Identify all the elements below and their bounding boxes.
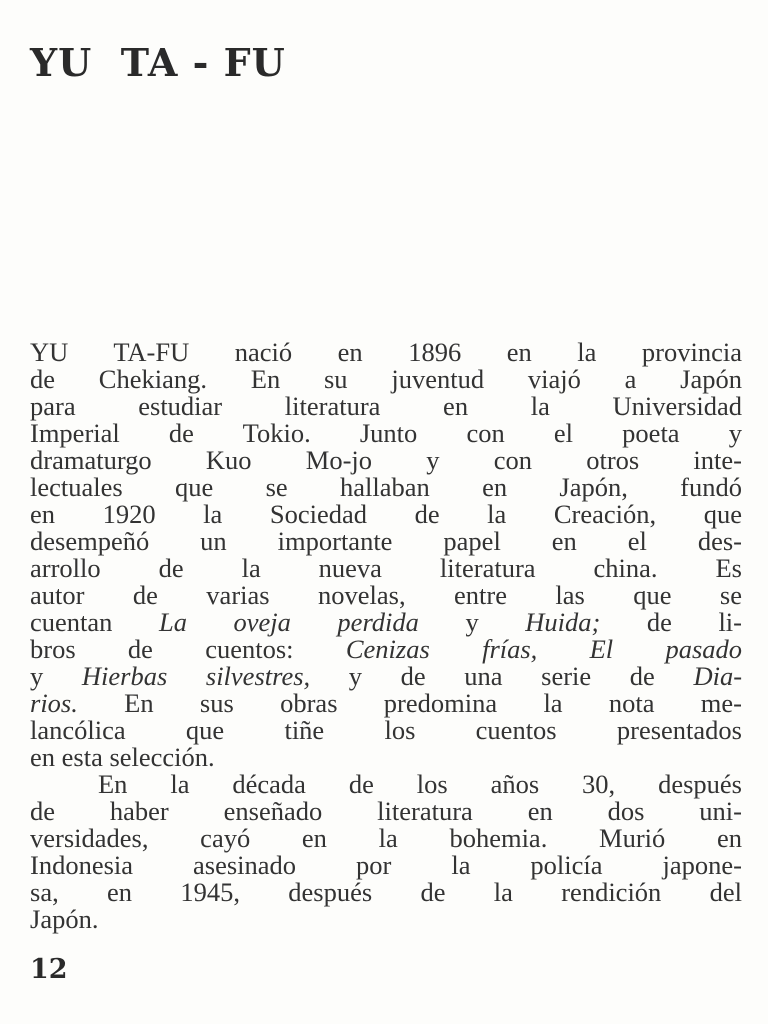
body-text: [30, 339, 742, 933]
text-line: de haber enseñado literatura en dos uni-: [30, 796, 742, 826]
text-line: [30, 582, 742, 609]
text-line: sa, en 1945, después de la rendición del: [30, 877, 742, 907]
text-line: [30, 393, 742, 420]
text-run: de li-: [600, 607, 742, 637]
text-line: [30, 528, 742, 555]
text-line: [30, 339, 742, 366]
text-line: [30, 636, 742, 663]
text-run: bros de cuentos:: [30, 634, 346, 664]
italic-title-run: Huida;: [525, 607, 601, 637]
text-line: [30, 366, 742, 393]
text-run: dramaturgo Kuo Mo-jo y con otros inte-: [30, 445, 742, 475]
text-run: lancólica que tiñe los cuentos presentados: [30, 715, 742, 745]
text-run: desempeñó un importante papel en el des-: [30, 526, 742, 556]
text-line: Japón.: [30, 904, 99, 934]
text-line: [30, 690, 742, 717]
italic-title-run: rios.: [30, 688, 78, 718]
text-run: autor de varias novelas, entre las que se: [30, 580, 742, 610]
text-line: [30, 447, 742, 474]
text-run: y: [30, 661, 82, 691]
text-run: Imperial de Tokio. Junto con el poeta y: [30, 418, 742, 448]
text-run: cuentan: [30, 607, 159, 637]
text-run: lectuales que se hallaban en Japón, fundó: [30, 472, 742, 502]
italic-title-run: Dia-: [693, 661, 743, 691]
text-line: [30, 717, 742, 744]
text-run: y: [418, 607, 526, 637]
italic-title-run: Hierbas silvestres,: [81, 661, 311, 691]
italic-title-run: Cenizas frías, El pasado: [345, 634, 743, 664]
text-line: [30, 474, 742, 501]
text-run: y de una serie de: [310, 661, 694, 691]
paragraph-later-life: [30, 771, 742, 933]
text-run: arrollo de la nueva literatura china. Es: [30, 553, 742, 583]
text-line: En la década de los años 30, después: [98, 769, 742, 799]
text-line: [30, 501, 742, 528]
page-number: 12: [30, 954, 68, 985]
paragraph-biography: [30, 339, 742, 771]
text-line: [30, 555, 742, 582]
text-run: YU TA-FU nació en 1896 en la provincia: [30, 337, 742, 367]
text-line: Indonesia asesinado por la policía japone-: [30, 850, 742, 880]
italic-title-run: La oveja perdida: [158, 607, 419, 637]
text-run: En sus obras predomina la nota me-: [77, 688, 742, 718]
chapter-title: YU TA - FU: [30, 40, 286, 85]
text-run: en esta selección.: [30, 742, 215, 772]
text-line: [30, 420, 742, 447]
text-line: [30, 744, 742, 771]
text-run: en 1920 la Sociedad de la Creación, que: [30, 499, 742, 529]
text-line: [30, 663, 742, 690]
text-line: [30, 609, 742, 636]
text-run: para estudiar literatura en la Universidad: [30, 391, 742, 421]
text-run: de Chekiang. En su juventud viajó a Japón: [30, 364, 742, 394]
text-line: versidades, cayó en la bohemia. Murió en: [30, 823, 742, 853]
